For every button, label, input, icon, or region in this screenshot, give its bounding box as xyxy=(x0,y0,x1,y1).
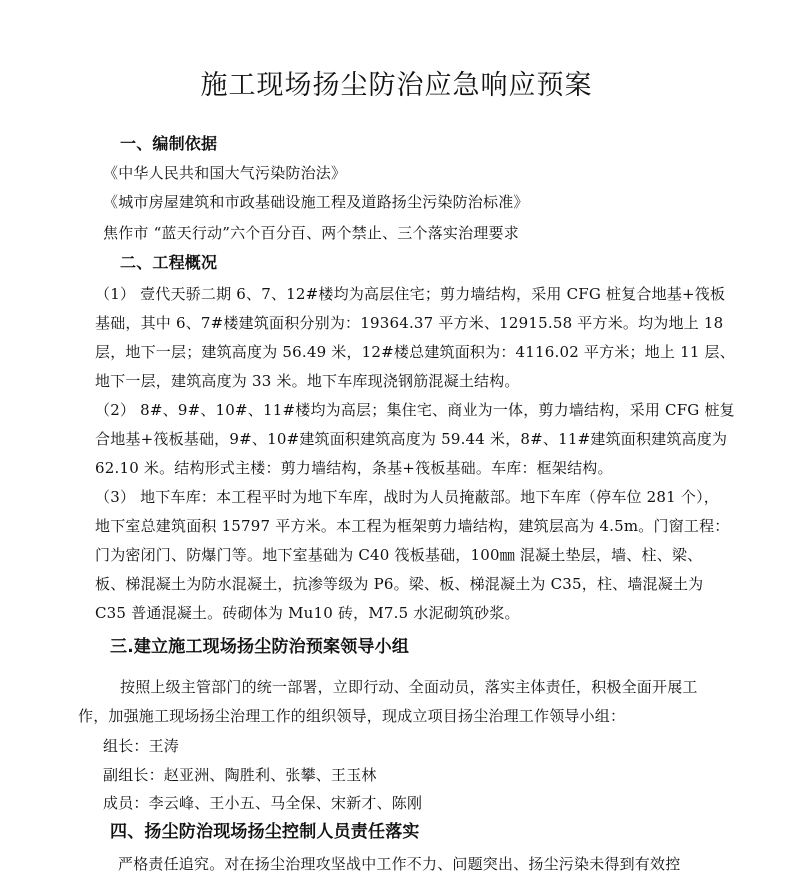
overview-para1-line-4: 地下一层，建筑高度为 33 米。地下车库现浇钢筋混凝土结构。 xyxy=(95,372,520,390)
members-line: 成员：李云峰、王小五、马全保、宋新才、陈刚 xyxy=(103,794,423,812)
overview-para1-line-3: 层，地下一层；建筑高度为 56.49 米，12#楼总建筑面积为：4116.02 平方米；地上 11 层、 xyxy=(95,343,735,361)
deputy-leader-line: 副组长：赵亚洲、陶胜利、张攀、王玉林 xyxy=(103,766,377,784)
overview-para1-line-2: 基础，其中 6、7#楼建筑面积分别为：19364.37 平方米、12915.58 平方米。均为地上 18 xyxy=(95,314,724,332)
section-heading-leadership: 三.建立施工现场扬尘防治预案领导小组 xyxy=(110,637,410,657)
basis-line-2: 《城市房屋建筑和市政基础设施工程及道路扬尘污染防治标准》 xyxy=(103,193,529,211)
section-heading-responsibility: 四、扬尘防治现场扬尘控制人员责任落实 xyxy=(110,822,420,842)
overview-para3-line-2: 地下室总建筑面积 15797 平方米。本工程为框架剪力墙结构，建筑层高为 4.5m。门窗工程： xyxy=(95,517,730,535)
overview-para3-line-5: C35 普通混凝土。砖砌体为 Mu10 砖，M7.5 水泥砌筑砂浆。 xyxy=(95,604,520,622)
overview-para3-line-3: 门为密闭门、防爆门等。地下室基础为 C40 筏板基础，100㎜ 混凝土垫层，墙、柱、梁、 xyxy=(95,546,703,564)
leadership-para-line-1: 按照上级主管部门的统一部署，立即行动、全面动员，落实主体责任，积极全面开展工 xyxy=(120,678,698,696)
document-title: 施工现场扬尘防治应急响应预案 xyxy=(200,70,593,101)
leadership-para-line-2: 作，加强施工现场扬尘治理工作的组织领导，现成立项目扬尘治理工作领导小组： xyxy=(78,707,626,725)
section-heading-basis: 一、编制依据 xyxy=(120,134,218,153)
overview-para3-line-1: （3） 地下车库：本工程平时为地下车库，战时为人员掩蔽部。地下车库（停车位 281 个）， xyxy=(95,488,719,506)
leader-line: 组长：王涛 xyxy=(103,737,180,755)
overview-para1-line-1: （1） 壹代天骄二期 6、7、12#楼均为高层住宅；剪力墙结构，采用 CFG 桩复合地基+筏板 xyxy=(95,285,726,303)
responsibility-para-line-1: 严格责任追究。对在扬尘治理攻坚战中工作不力、问题突出、扬尘污染未得到有效控 xyxy=(118,855,681,873)
overview-para2-line-3: 62.10 米。结构形式主楼：剪力墙结构，条基+筏板基础。车库：框架结构。 xyxy=(95,459,613,477)
basis-line-1: 《中华人民共和国大气污染防治法》 xyxy=(103,164,347,182)
overview-para3-line-4: 板、梯混凝土为防水混凝土，抗渗等级为 P6。梁、板、梯混凝土为 C35，柱、墙混凝土为 xyxy=(95,575,704,593)
basis-line-3: 焦作市 “蓝天行动”六个百分百、两个禁止、三个落实治理要求 xyxy=(103,224,519,242)
overview-para2-line-1: （2） 8#、9#、10#、11#楼均为高层；集住宅、商业为一体，剪力墙结构，采用 CFG 桩复 xyxy=(95,401,735,419)
section-heading-overview: 二、工程概况 xyxy=(120,253,218,272)
overview-para2-line-2: 合地基+筏板基础，9#、10#建筑面积建筑高度为 59.44 米，8#、11#建筑面积建筑高度为 xyxy=(95,430,728,448)
